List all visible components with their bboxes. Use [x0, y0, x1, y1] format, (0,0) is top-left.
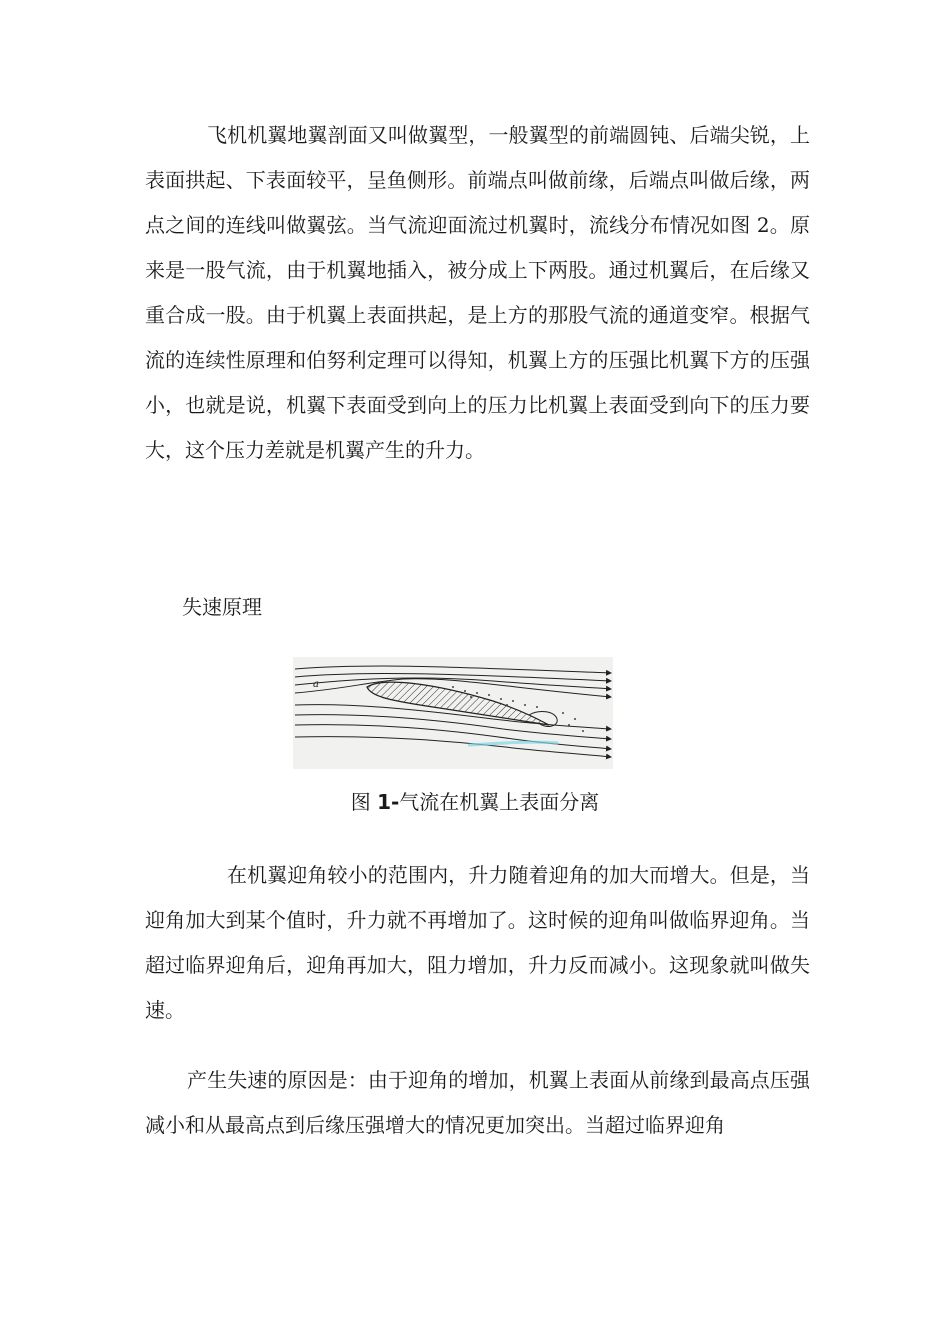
airfoil-streamline-diagram [293, 657, 613, 769]
airflow-separation-figure [293, 657, 613, 769]
section-heading-stall: 失速原理 [182, 595, 262, 619]
airfoil-shape [367, 682, 549, 725]
body-paragraph-stall-definition: 在机翼迎角较小的范围内，升力随着迎角的加大而增大。但是，当迎角加大到某个值时，升力就不再增加了。这时候的迎角叫做临界迎角。当超过临界迎角后，迎角再加大，阻力增加，升力反而减小。这现象就叫做失速。 [145, 863, 810, 1022]
body-paragraph-stall-cause: 产生失速的原因是：由于迎角的增加，机翼上表面从前缘到最高点压强减小和从最高点到后缘压强增大的情况更加突出。当超过临界迎角 [145, 1068, 810, 1137]
figure-caption [0, 780, 950, 825]
caption-prefix: 图 [350, 790, 378, 814]
angle-label: a [313, 679, 319, 690]
caption-text: 气流在机翼上表面分离 [399, 790, 600, 814]
body-paragraph-airfoil: 飞机机翼地翼剖面又叫做翼型，一般翼型的前端圆钝、后端尖锐，上表面拱起、下表面较平，呈鱼侧形。前端点叫做前缘，后端点叫做后缘，两点之间的连线叫做翼弦。当气流迎面流过机翼时，流线分布情况如图 2。原来是一股气流，由于机翼地插入，被分成上下两股。通过机翼后，在后缘又重合成一股。由于机翼上表面拱起，是上方的那股气流的通道变窄。根据气流的连续性原理和伯努利定理可以得知，机翼上方的压强比机翼下方的压强小，也就是说，机翼下表面受到向上的压力比机翼上表面受到向下的压力要大，这个压力差就是机翼产生的升力。 [145, 123, 810, 462]
caption-number: 1- [377, 790, 400, 814]
